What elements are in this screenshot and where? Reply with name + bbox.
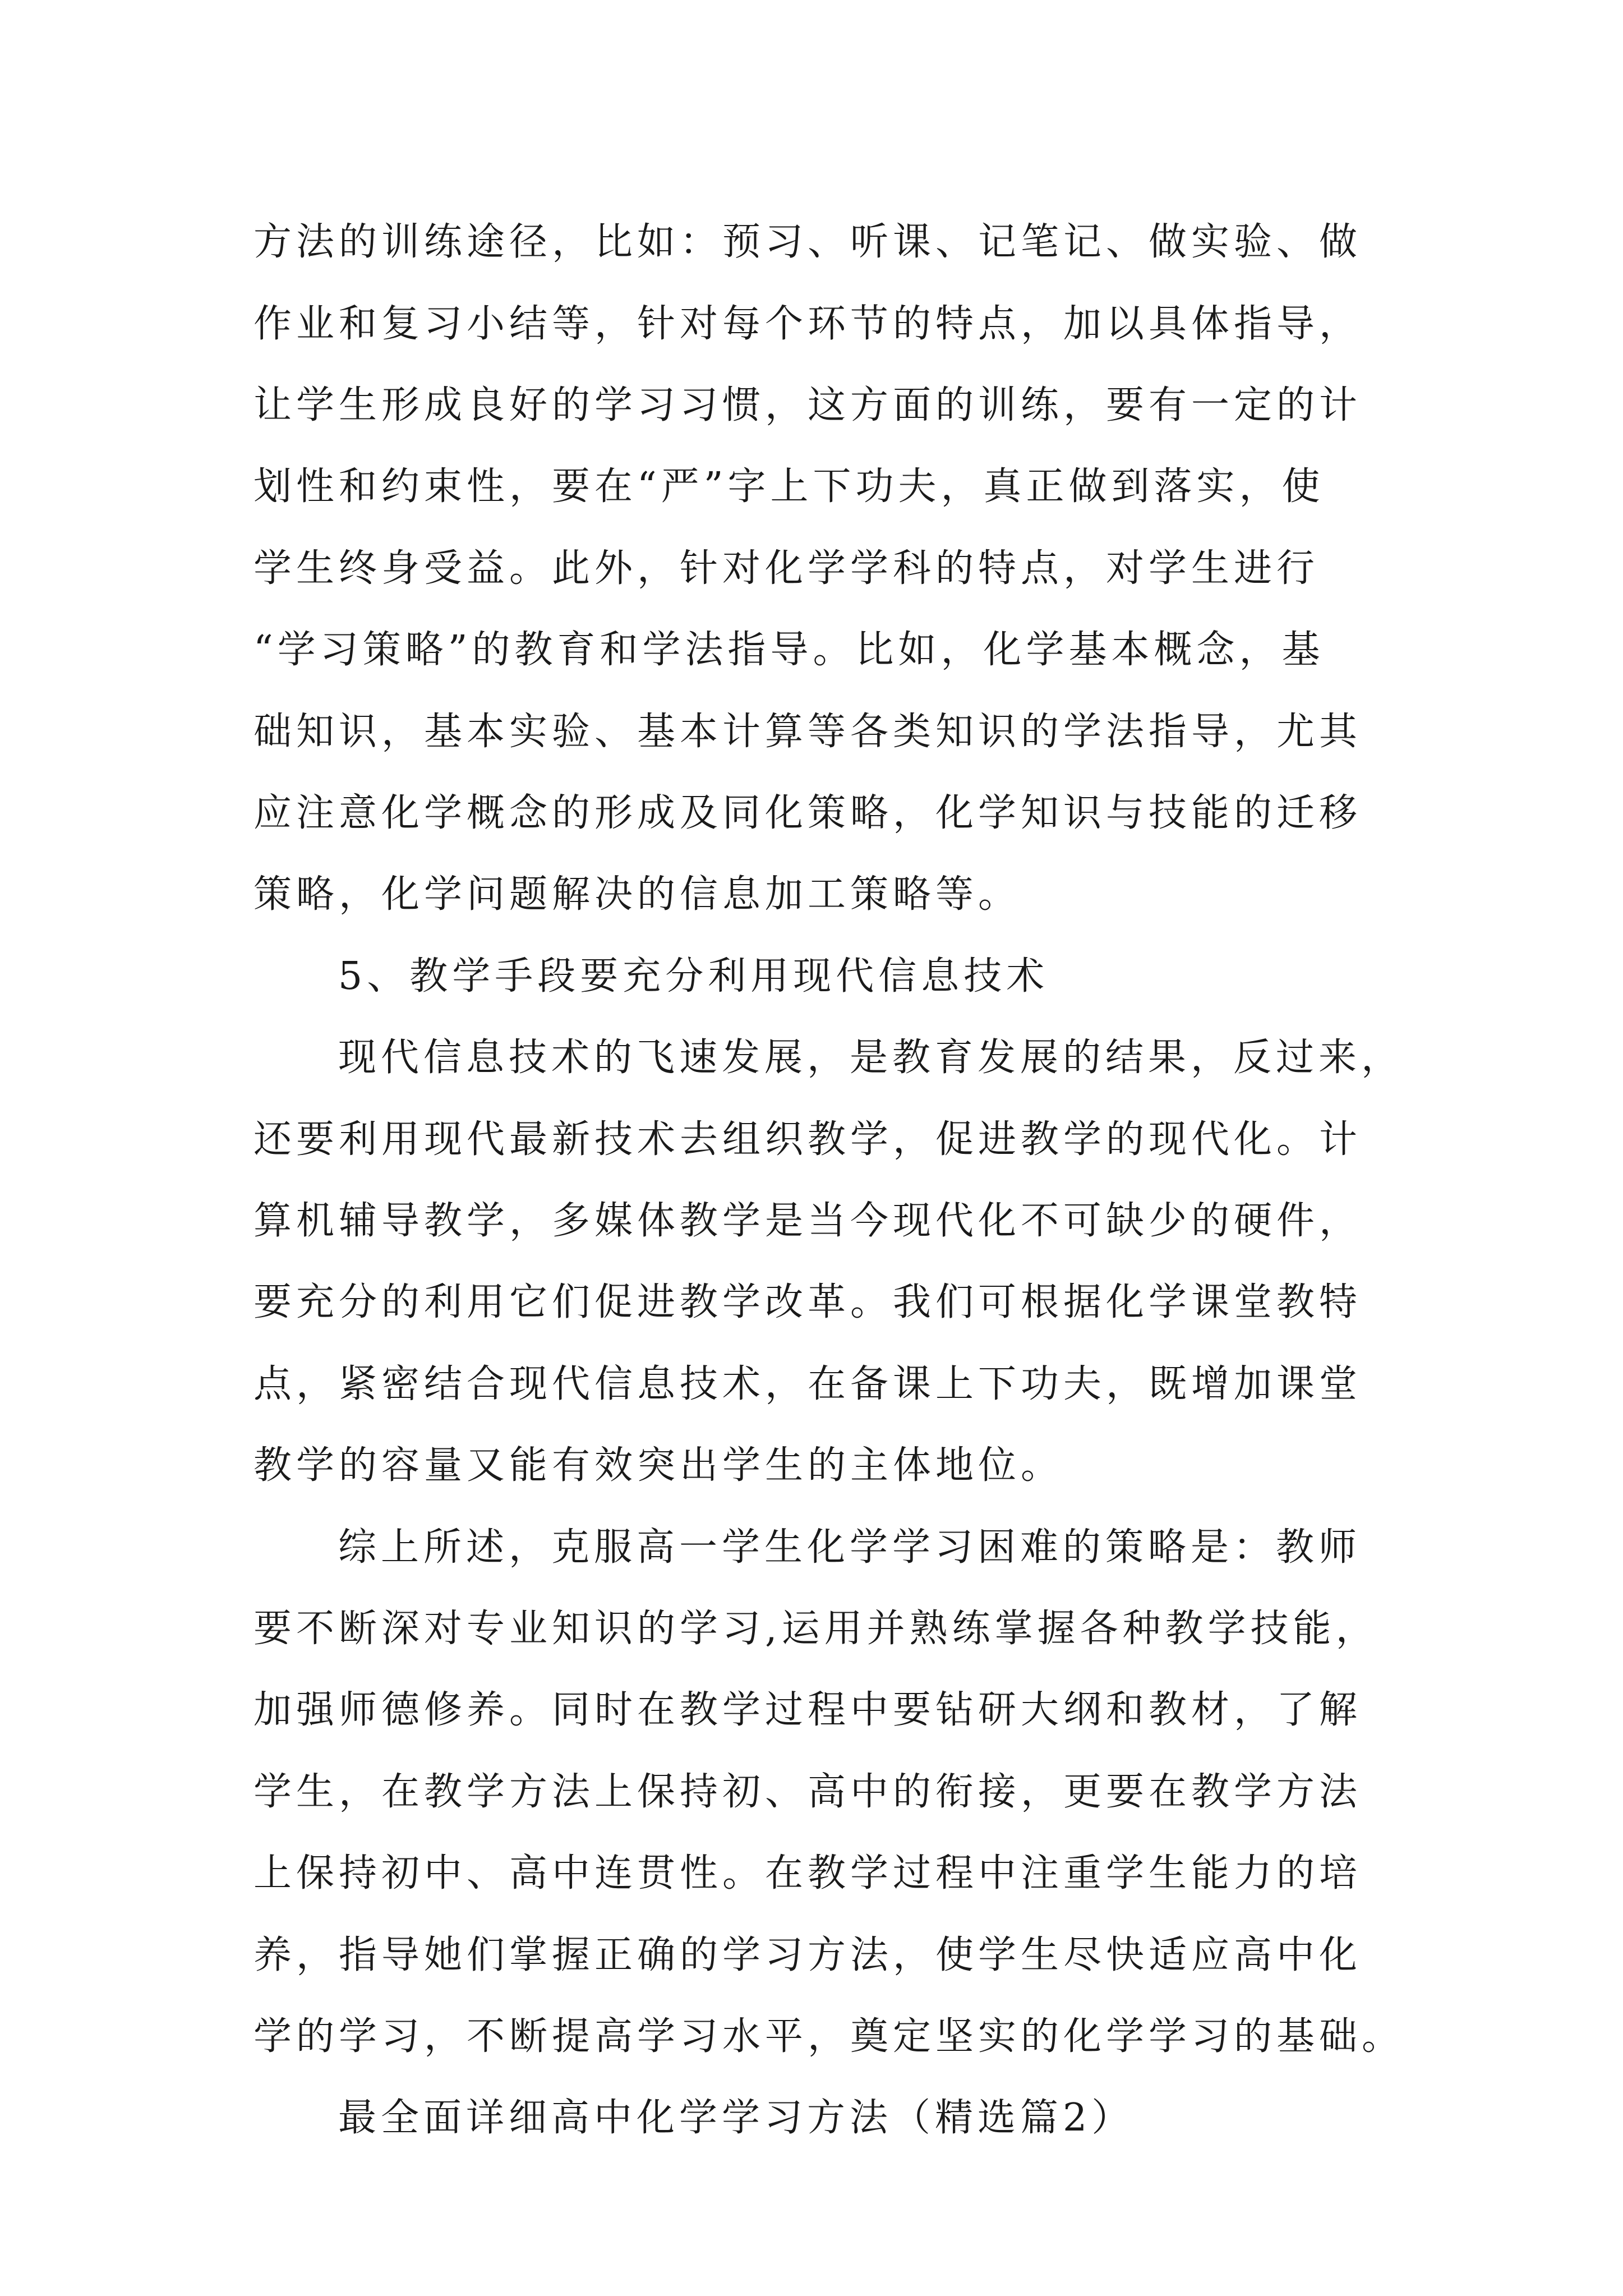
text-line: 上保持初中、高中连贯性。在教学过程中注重学生能力的培	[253, 1851, 1362, 1895]
text-line: 策略，化学问题解决的信息加工策略等。	[253, 872, 1021, 917]
text-line: 划性和约束性，要在“严”字上下功夫，真正做到落实，使	[253, 464, 1325, 509]
text-line: 加强师德修养。同时在教学过程中要钻研大纲和教材，了解	[253, 1688, 1362, 1732]
section-heading: 最全面详细高中化学学习方法（精选篇2）	[338, 2096, 1135, 2140]
text-line: “学习策略”的教育和学法指导。比如，化学基本概念，基	[253, 628, 1325, 672]
text-line: 现代信息技术的飞速发展，是教育发展的结果，反过来，	[338, 1036, 1404, 1080]
text-line: 应注意化学概念的形成及同化策略，化学知识与技能的迁移	[253, 791, 1362, 835]
text-line: 教学的容量又能有效突出学生的主体地位。	[253, 1443, 1064, 1488]
text-line: 要充分的利用它们促进教学改革。我们可根据化学课堂教特	[253, 1280, 1362, 1324]
text-line: 让学生形成良好的学习习惯，这方面的训练，要有一定的计	[253, 383, 1362, 427]
text-line: 点，紧密结合现代信息技术，在备课上下功夫，既增加课堂	[253, 1362, 1362, 1406]
text-line: 养，指导她们掌握正确的学习方法，使学生尽快适应高中化	[253, 1933, 1362, 1977]
text-line: 要不断深对专业知识的学习,运用并熟练掌握各种教学技能，	[253, 1607, 1378, 1651]
text-line: 学生，在教学方法上保持初、高中的衔接，更要在教学方法	[253, 1770, 1362, 1814]
text-line: 学生终身受益。此外，针对化学学科的特点，对学生进行	[253, 546, 1320, 591]
text-line: 还要利用现代最新技术去组织教学，促进教学的现代化。计	[253, 1117, 1362, 1162]
text-line: 综上所述，克服高一学生化学学习困难的策略是：教师	[338, 1525, 1362, 1570]
section-heading: 5、教学手段要充分利用现代信息技术	[338, 954, 1049, 999]
text-line: 算机辅导教学，多媒体教学是当今现代化不可缺少的硬件，	[253, 1199, 1362, 1243]
text-line: 作业和复习小结等，针对每个环节的特点，加以具体指导，	[253, 302, 1362, 346]
text-line: 学的学习，不断提高学习水平，奠定坚实的化学学习的基础。	[253, 2014, 1405, 2059]
text-line: 方法的训练途径，比如：预习、听课、记笔记、做实验、做	[253, 220, 1362, 264]
text-line: 础知识，基本实验、基本计算等各类知识的学法指导，尤其	[253, 710, 1362, 754]
